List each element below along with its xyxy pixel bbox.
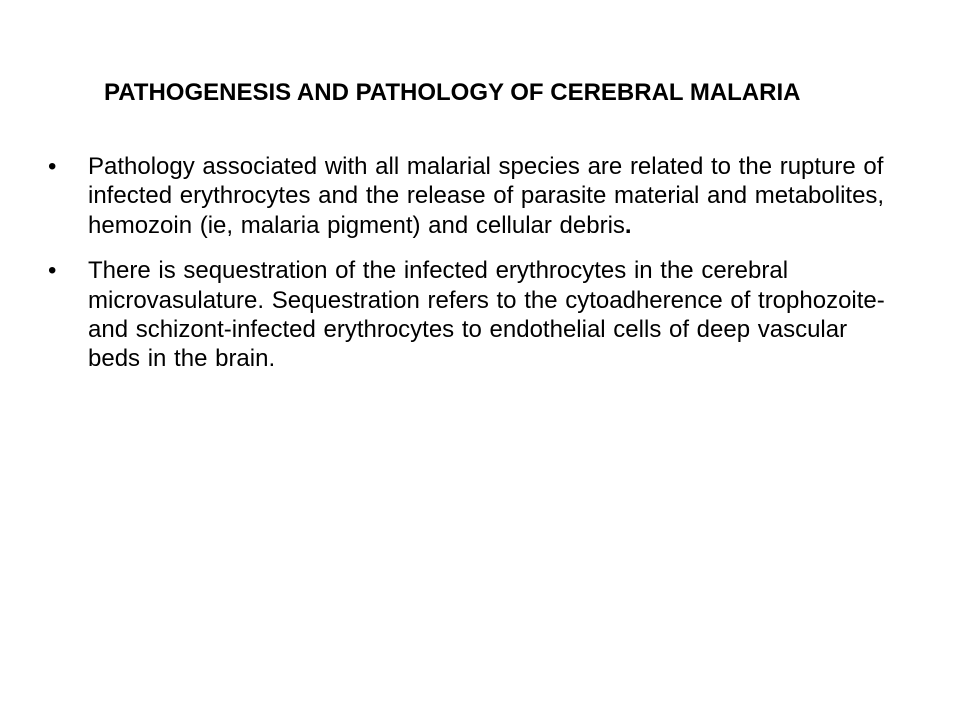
slide-title-text: PATHOGENESIS AND PATHOLOGY OF CEREBRAL MALARIA bbox=[104, 79, 801, 106]
bullet-trailing-period: . bbox=[624, 211, 632, 239]
bullet-item-sequestration bbox=[48, 256, 898, 374]
bullet-list bbox=[48, 152, 898, 390]
slide-title bbox=[88, 77, 888, 108]
bullet-dot-icon: • bbox=[48, 257, 57, 285]
bullet-dot-icon: • bbox=[48, 153, 57, 180]
bullet-text: There is sequestration of the infected erythrocytes in the cerebral microvasulature. Sequestration refers to the cytoadherence of trophozoite- and schizont-infected erythrocytes to endothelial cells of deep vascular beds in the brain. bbox=[88, 257, 885, 373]
bullet-text: Pathology associated with all malarial species are related to the rupture of infected erythrocytes and the release of parasite material and metabolites, hemozoin (ie, malaria pigment) and cellular debris bbox=[88, 153, 885, 239]
bullet-item-pathology bbox=[48, 152, 898, 240]
